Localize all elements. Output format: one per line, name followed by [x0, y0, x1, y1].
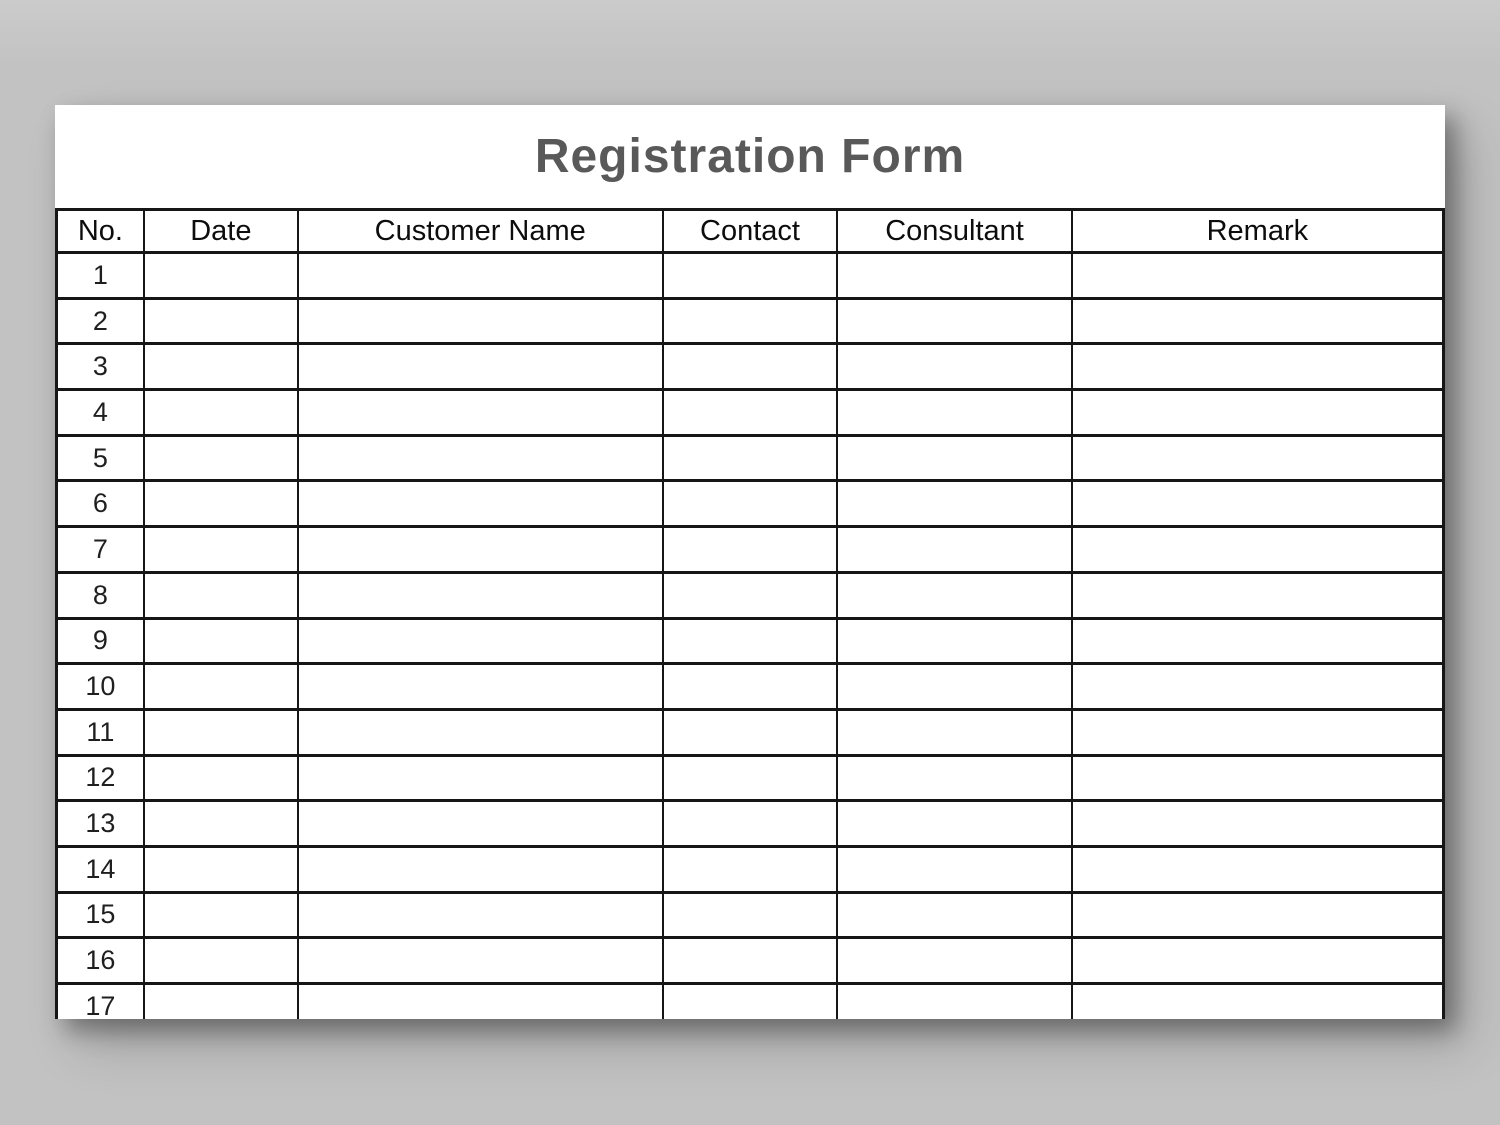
customer-name-cell[interactable] [298, 344, 663, 390]
consultant-cell[interactable] [837, 801, 1071, 847]
table-row [57, 344, 1444, 390]
table-header-row [57, 210, 1444, 253]
customer-name-cell[interactable] [298, 664, 663, 710]
row-number-cell: 7 [57, 527, 144, 573]
table-row [57, 709, 1444, 755]
table-row [57, 527, 1444, 573]
column-header-remark: Remark [1072, 210, 1444, 253]
contact-cell[interactable] [663, 755, 838, 801]
customer-name-cell[interactable] [298, 892, 663, 938]
remark-cell[interactable] [1072, 801, 1444, 847]
contact-cell[interactable] [663, 892, 838, 938]
remark-cell[interactable] [1072, 664, 1444, 710]
contact-cell[interactable] [663, 481, 838, 527]
row-number-cell: 9 [57, 618, 144, 664]
contact-cell[interactable] [663, 572, 838, 618]
contact-cell[interactable] [663, 801, 838, 847]
customer-name-cell[interactable] [298, 572, 663, 618]
table-row [57, 664, 1444, 710]
table-row [57, 801, 1444, 847]
row-number-cell: 4 [57, 390, 144, 436]
date-cell[interactable] [144, 801, 298, 847]
remark-cell[interactable] [1072, 527, 1444, 573]
date-cell[interactable] [144, 892, 298, 938]
contact-cell[interactable] [663, 709, 838, 755]
table-row [57, 846, 1444, 892]
table-row [57, 253, 1444, 299]
row-number-cell: 14 [57, 846, 144, 892]
customer-name-cell[interactable] [298, 253, 663, 299]
consultant-cell[interactable] [837, 938, 1071, 984]
consultant-cell[interactable] [837, 892, 1071, 938]
row-number-cell: 11 [57, 709, 144, 755]
consultant-cell[interactable] [837, 984, 1071, 1020]
table-row [57, 618, 1444, 664]
remark-cell[interactable] [1072, 344, 1444, 390]
row-number-cell: 13 [57, 801, 144, 847]
contact-cell[interactable] [663, 435, 838, 481]
customer-name-cell[interactable] [298, 709, 663, 755]
row-number-cell: 2 [57, 298, 144, 344]
date-cell[interactable] [144, 664, 298, 710]
row-number-cell: 3 [57, 344, 144, 390]
row-number-cell: 16 [57, 938, 144, 984]
contact-cell[interactable] [663, 390, 838, 436]
date-cell[interactable] [144, 527, 298, 573]
date-cell[interactable] [144, 435, 298, 481]
date-cell[interactable] [144, 618, 298, 664]
column-header-contact: Contact [663, 210, 838, 253]
registration-table [55, 208, 1445, 1019]
customer-name-cell[interactable] [298, 846, 663, 892]
remark-cell[interactable] [1072, 481, 1444, 527]
date-cell[interactable] [144, 390, 298, 436]
consultant-cell[interactable] [837, 527, 1071, 573]
consultant-cell[interactable] [837, 846, 1071, 892]
consultant-cell[interactable] [837, 664, 1071, 710]
date-cell[interactable] [144, 846, 298, 892]
contact-cell[interactable] [663, 938, 838, 984]
form-page [55, 105, 1445, 1019]
date-cell[interactable] [144, 938, 298, 984]
remark-cell[interactable] [1072, 618, 1444, 664]
table-row [57, 984, 1444, 1020]
table-row [57, 892, 1444, 938]
date-cell[interactable] [144, 344, 298, 390]
consultant-cell[interactable] [837, 572, 1071, 618]
date-cell[interactable] [144, 253, 298, 299]
customer-name-cell[interactable] [298, 755, 663, 801]
remark-cell[interactable] [1072, 892, 1444, 938]
date-cell[interactable] [144, 481, 298, 527]
row-number-cell: 15 [57, 892, 144, 938]
contact-cell[interactable] [663, 618, 838, 664]
remark-cell[interactable] [1072, 572, 1444, 618]
date-cell[interactable] [144, 572, 298, 618]
remark-cell[interactable] [1072, 755, 1444, 801]
date-cell[interactable] [144, 709, 298, 755]
remark-cell[interactable] [1072, 938, 1444, 984]
consultant-cell[interactable] [837, 298, 1071, 344]
row-number-cell: 10 [57, 664, 144, 710]
customer-name-cell[interactable] [298, 390, 663, 436]
customer-name-cell[interactable] [298, 435, 663, 481]
consultant-cell[interactable] [837, 618, 1071, 664]
table-row [57, 755, 1444, 801]
row-number-cell: 12 [57, 755, 144, 801]
remark-cell[interactable] [1072, 435, 1444, 481]
remark-cell[interactable] [1072, 298, 1444, 344]
contact-cell[interactable] [663, 846, 838, 892]
row-number-cell: 17 [57, 984, 144, 1020]
remark-cell[interactable] [1072, 984, 1444, 1020]
contact-cell[interactable] [663, 253, 838, 299]
consultant-cell[interactable] [837, 709, 1071, 755]
remark-cell[interactable] [1072, 390, 1444, 436]
customer-name-cell[interactable] [298, 527, 663, 573]
row-number-cell: 8 [57, 572, 144, 618]
customer-name-cell[interactable] [298, 298, 663, 344]
contact-cell[interactable] [663, 344, 838, 390]
contact-cell[interactable] [663, 527, 838, 573]
date-cell[interactable] [144, 984, 298, 1020]
customer-name-cell[interactable] [298, 618, 663, 664]
consultant-cell[interactable] [837, 253, 1071, 299]
contact-cell[interactable] [663, 664, 838, 710]
table-row [57, 481, 1444, 527]
table-row [57, 435, 1444, 481]
contact-cell[interactable] [663, 984, 838, 1020]
customer-name-cell[interactable] [298, 481, 663, 527]
contact-cell[interactable] [663, 298, 838, 344]
row-number-cell: 6 [57, 481, 144, 527]
consultant-cell[interactable] [837, 481, 1071, 527]
column-header-consultant: Consultant [837, 210, 1071, 253]
customer-name-cell[interactable] [298, 938, 663, 984]
date-cell[interactable] [144, 298, 298, 344]
consultant-cell[interactable] [837, 435, 1071, 481]
date-cell[interactable] [144, 755, 298, 801]
table-row [57, 572, 1444, 618]
table-row [57, 298, 1444, 344]
consultant-cell[interactable] [837, 344, 1071, 390]
column-header-date: Date [144, 210, 298, 253]
remark-cell[interactable] [1072, 253, 1444, 299]
customer-name-cell[interactable] [298, 984, 663, 1020]
consultant-cell[interactable] [837, 390, 1071, 436]
customer-name-cell[interactable] [298, 801, 663, 847]
remark-cell[interactable] [1072, 846, 1444, 892]
column-header-no: No. [57, 210, 144, 253]
table-row [57, 938, 1444, 984]
remark-cell[interactable] [1072, 709, 1444, 755]
table-row [57, 390, 1444, 436]
row-number-cell: 5 [57, 435, 144, 481]
title-bar [55, 105, 1445, 208]
consultant-cell[interactable] [837, 755, 1071, 801]
form-title: Registration Form [534, 130, 966, 183]
row-number-cell: 1 [57, 253, 144, 299]
column-header-customer-name: Customer Name [298, 210, 663, 253]
